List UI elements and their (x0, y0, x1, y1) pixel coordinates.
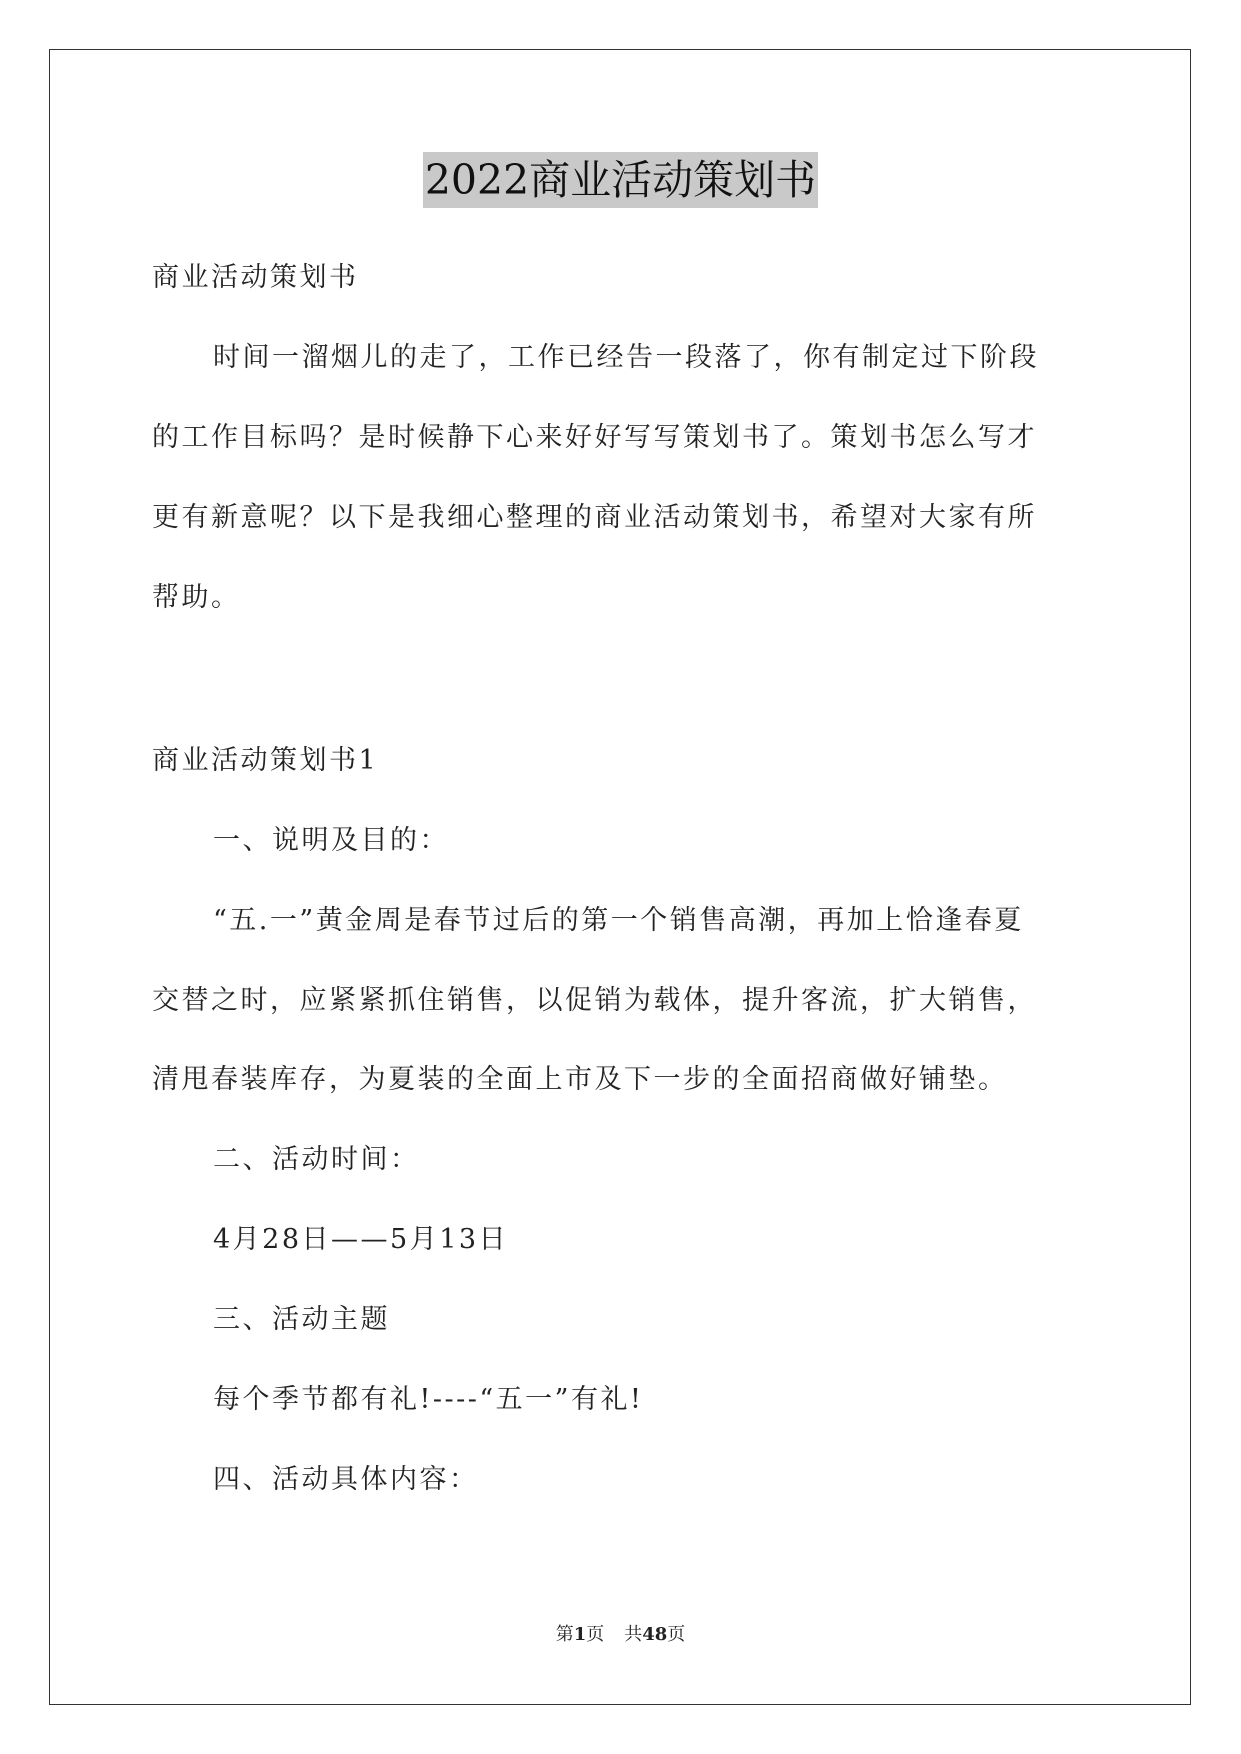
subheading: 二、活动时间： (213, 1144, 420, 1175)
section-heading: 商业活动策划书 (152, 262, 359, 293)
subheading: 三、活动主题 (213, 1304, 390, 1335)
page-footer (0, 1620, 1241, 1646)
title-container (0, 152, 1241, 208)
paragraph-line: 交替之时，应紧紧抓住销售，以促销为载体，提升客流，扩大销售， (152, 985, 1037, 1016)
document-title: 2022商业活动策划书 (423, 152, 818, 208)
total-prefix: 共 (624, 1624, 643, 1645)
paragraph-line: 帮助。 (152, 582, 241, 613)
paragraph-line: “五.一”黄金周是春节过后的第一个销售高潮，再加上恰逢春夏 (213, 905, 1024, 936)
paragraph-line: 时间一溜烟儿的走了，工作已经告一段落了，你有制定过下阶段 (213, 342, 1039, 373)
page-number: 1 (573, 1624, 587, 1645)
section-heading: 商业活动策划书1 (152, 745, 379, 776)
total-pages: 48 (642, 1624, 668, 1645)
page-suffix: 页 (586, 1624, 605, 1645)
paragraph-line: 更有新意呢？以下是我细心整理的商业活动策划书，希望对大家有所 (152, 502, 1037, 533)
subheading: 四、活动具体内容： (213, 1464, 479, 1495)
subheading: 一、说明及目的： (213, 825, 449, 856)
paragraph-line: 4月28日——5月13日 (213, 1224, 509, 1255)
paragraph-line: 的工作目标吗？是时候静下心来好好写写策划书了。策划书怎么写才 (152, 422, 1037, 453)
paragraph-line: 清甩春装库存，为夏装的全面上市及下一步的全面招商做好铺垫。 (152, 1064, 1008, 1095)
paragraph-line: 每个季节都有礼!----“五一”有礼! (213, 1384, 644, 1415)
page-border (49, 49, 1191, 1705)
page-prefix: 第 (555, 1624, 574, 1645)
total-suffix: 页 (667, 1624, 686, 1645)
